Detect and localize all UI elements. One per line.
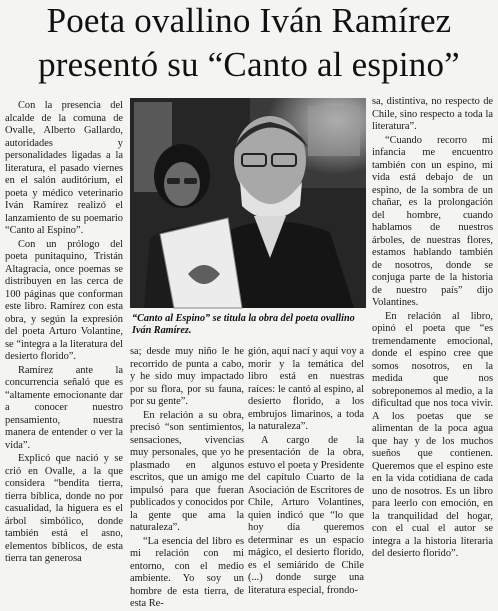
paragraph: Explicó que nació y se crió en Ovalle, a la que considera “bendita tierra, tierra bíblica, donde no por casualidad, la higuera es el árbol simbólico, donde también está el asno, elementos bíblicos, de esta tierra tan generosa	[5, 453, 123, 564]
article-column-4	[372, 96, 493, 600]
photo-illustration	[130, 98, 366, 308]
paragraph: Con un prólogo del poeta punitaquino, Tristán Altagracia, once poemas se distribuyen en las cerca de 100 páginas que conforman este libro. Ramírez con esta obra, y según la expresión del poeta Arturo Volantine, se “integra a la literatura del desierto florido”.	[5, 238, 123, 362]
article-photo	[130, 98, 366, 308]
headline-line-1: Poeta ovallino Iván Ramírez	[46, 1, 452, 40]
paragraph: sa; desde muy niño le he recorrido de punta a cabo, y he sido muy impactado por su flora, por su fauna, por su gente”.	[130, 346, 244, 407]
article-column-1	[5, 100, 123, 600]
paragraph: Ramírez ante la concurrencia señaló que es “altamente emocionante dar a conocer nuestro pensamiento, nuestra manera de entender o ver la vida”.	[5, 364, 123, 451]
headline-line-2: presentó su “Canto al espino”	[38, 45, 460, 84]
paragraph: En relación al libro, opinó el poeta que “es tremendamente emocional, donde el espino cree que somos nosotros, en la medida que nos sobreponemos al medio, a la dificultad que nos toca vivir. A los poetas que se alimentan de la poca agua que hay y de los muchos sueños que contienen. Queremos que el espino este en la vida cotidiana de cada uno de nosotros. Es un libro para leerlo con emoción, en la tranquilidad del hogar, con el cual el autor se integra a la historia literaria del desierto florido”.	[372, 310, 493, 559]
paragraph: sa, distintiva, no respecto de Chile, sino respecto a toda la literatura”.	[372, 96, 493, 132]
paragraph: “Cuando recorro mi infancia me encuentro también con un espino, mi vida está debajo de un espino, de la sombra de un chañar, es la prolongación del hombre, cuando hablamos de nuestros árboles, de nuestras flores, estamos hablando también de nosotros, donde se conjuga parte de la historia de nuestro país” dijo Volantines.	[372, 134, 493, 308]
article-column-2	[130, 346, 244, 609]
paragraph: gión, aquí nací y aquí voy a morir y la temática del libro está en nuestras raíces: le cantó al espino, al desierto florido, a los embrujos limarinos, a toda la naturaleza”.	[248, 346, 364, 432]
paragraph: A cargo de la presentación de la obra, estuvo el poeta y Presidente del capítulo Cuarto de la Asociación de Escritores de Chile, Arturo Volantines, quien indicó que “lo que hoy día queremos determinar es un espacio mágico, el desierto florido, es el semiárido de Chile (...) donde surge una literatura especial, frondo-	[248, 434, 364, 596]
article-column-3	[248, 346, 364, 600]
paragraph: En relación a su obra, precisó “son sentimientos, sensaciones, vivencias muy personales, que yo he plasmado en algunos escritos, que un amigo me impulsó para que fueran publicados y conocidos por la gente que ama la naturaleza”.	[130, 409, 244, 533]
paragraph: “La esencia del libro es mi relación con mi entorno, con el medio ambiente. Yo soy un hombre de esta tierra, de esta Re-	[130, 535, 244, 609]
photo-caption: “Canto al Espino” se titula la obra del poeta ovallino Iván Ramírez.	[132, 313, 355, 336]
paragraph: Con la presencia del alcalde de la comuna de Ovalle, Alberto Gallardo, autoridades y personalidades ligadas a la literatura, el pasado viernes en el salón auditórium, el poeta y médico veterinario Iván Ramírez realizó el lanzamiento de su poemario “Canto al Espino”.	[5, 100, 123, 236]
